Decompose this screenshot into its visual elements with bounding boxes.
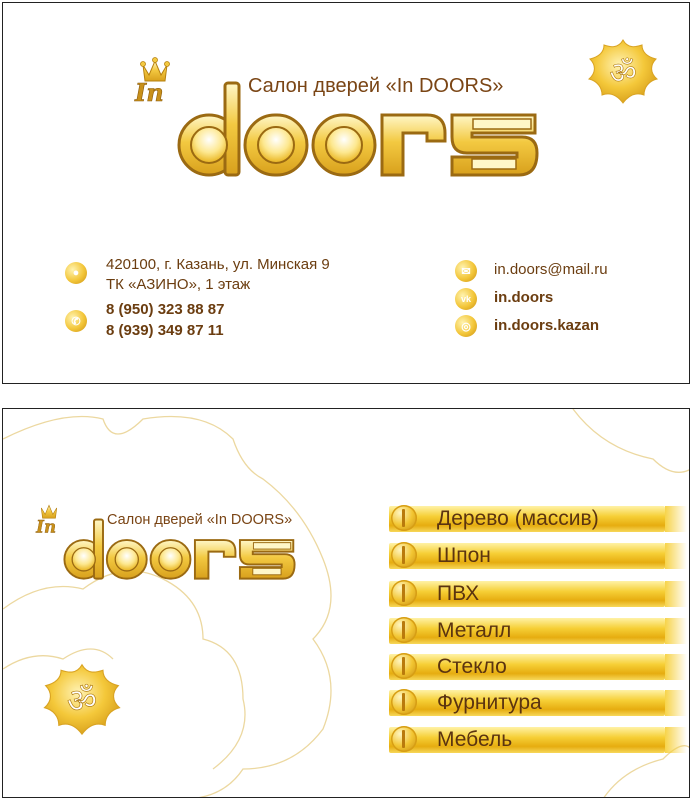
email-address[interactable]: in.doors@mail.ru (494, 261, 608, 278)
door-handle-icon (391, 542, 417, 568)
category-pvc: ПВХ (389, 581, 665, 607)
door-handle-icon (391, 653, 417, 679)
instagram-handle[interactable]: in.doors.kazan (494, 317, 600, 334)
svg-text:In: In (135, 78, 164, 107)
vk-handle[interactable]: in.doors (494, 289, 554, 306)
category-furniture: Мебель (389, 727, 665, 753)
mail-icon: ✉ (455, 260, 477, 282)
door-handle-icon (391, 580, 417, 606)
location-pin-icon: ● (65, 262, 87, 284)
address-line-1: 420100, г. Казань, ул. Минская 9 (106, 256, 330, 273)
door-handle-icon (391, 617, 417, 643)
door-handle-icon (391, 505, 417, 531)
tagline-back: Салон дверей «In DOORS» (107, 512, 293, 528)
doors-logo (127, 53, 547, 183)
category-wood: Дерево (массив) (389, 506, 665, 532)
instagram-icon: ◎ (455, 315, 477, 337)
svg-text:ॐ: ॐ (609, 56, 637, 91)
category-veneer: Шпон (389, 543, 665, 569)
phone-number-1[interactable]: 8 (950) 323 88 87 (106, 301, 225, 318)
svg-text:In: In (36, 516, 57, 537)
door-handle-icon (391, 726, 417, 752)
door-handle-icon (391, 689, 417, 715)
tagline: Салон дверей «In DOORS» (248, 75, 504, 97)
business-card-front (2, 2, 690, 384)
category-hardware: Фурнитура (389, 690, 665, 716)
address-line-2: ТК «АЗИНО», 1 этаж (106, 276, 251, 293)
phone-number-2[interactable]: 8 (939) 349 87 11 (106, 322, 224, 339)
svg-text:ॐ: ॐ (66, 681, 98, 721)
om-symbol-icon (584, 37, 662, 107)
doors-logo-back (31, 497, 301, 587)
business-card-back (2, 408, 690, 798)
vk-icon: vk (455, 288, 477, 310)
svg-text:doors: doors (337, 53, 340, 54)
phone-icon: ✆ (65, 310, 87, 332)
om-symbol-icon (39, 661, 125, 739)
category-metal: Металл (389, 618, 665, 644)
svg-text:doors: doors (166, 500, 168, 502)
category-glass: Стекло (389, 654, 665, 680)
